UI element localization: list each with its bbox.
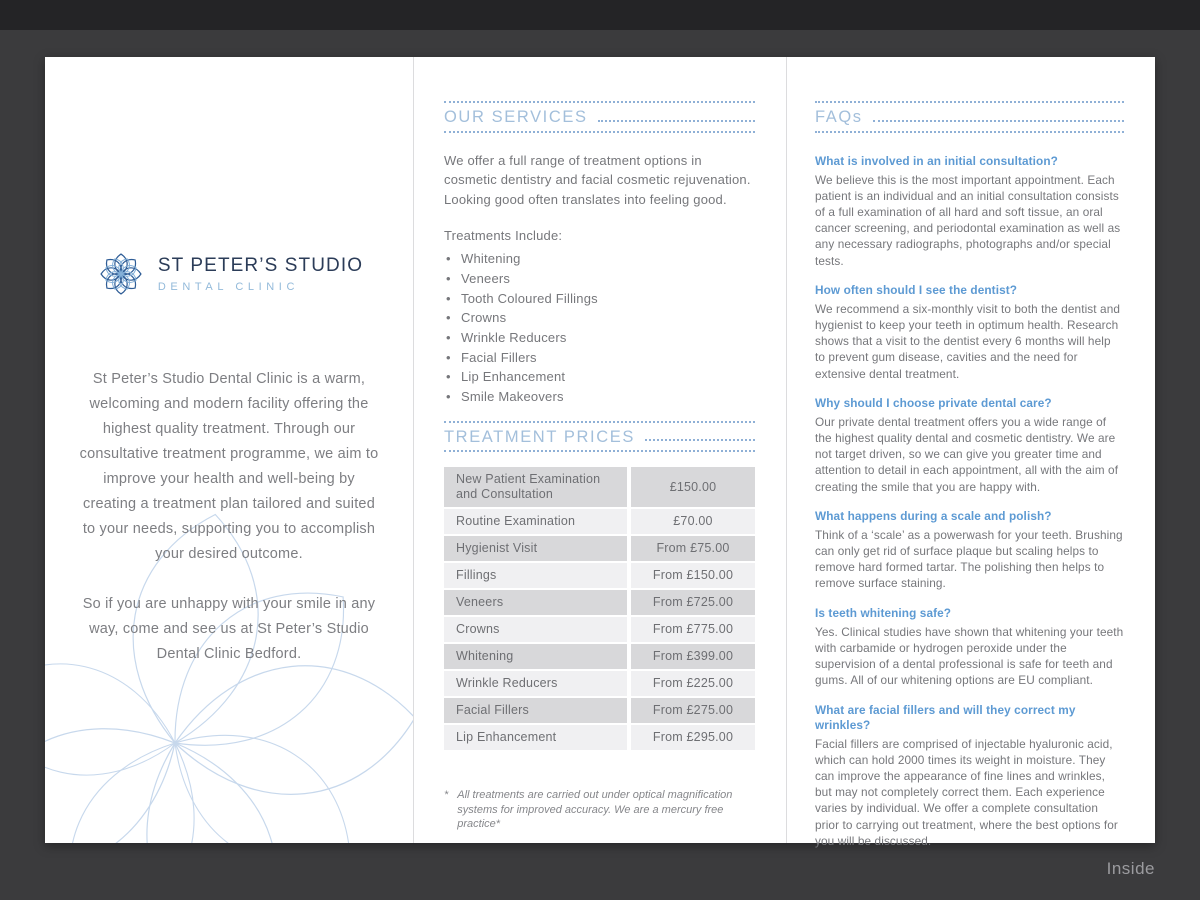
faq-answer: Facial fillers are comprised of injectable hyaluronic acid, which can hold 2000 times its weight in moisture. They can improve the appearance of fine lines and wrinkles, but may not completely correct them. Each experience varies by individual. We offer a complete consultation prior to carrying out treatment, where the best options for you will be discussed.	[815, 736, 1118, 848]
treatment-item: • Tooth Coloured Fillings	[444, 289, 755, 309]
faq-question: What happens during a scale and polish?	[815, 508, 1052, 523]
fold-label: Inside	[1106, 859, 1155, 878]
footnote-asterisk: *	[444, 789, 449, 802]
faq-answer: We believe this is the most important appointment. Each patient is an individual and an initial consultation consists of a full examination of all hard and soft tissue, an oral cancer screening, and periodontal examination as well as any necessary radiographs, photographs and/or special tests.	[815, 172, 1121, 268]
faqs-heading: FAQs	[815, 108, 863, 126]
price-value-cell: £70.00	[631, 509, 755, 534]
price-row	[444, 725, 755, 750]
faq-answer: Think of a ‘scale’ as a powerwash for your teeth. Brushing can only get rid of surface plaque but scaling helps to remove hard formed tartar. The polishing then helps to remove surface staining.	[815, 527, 1123, 591]
faq-question: What are facial fillers and will they correct my wrinkles?	[815, 702, 1076, 732]
faq-question: Why should I choose private dental care?	[815, 395, 1052, 410]
panel-faqs	[787, 57, 1155, 848]
faq-question: What is involved in an initial consultation?	[815, 153, 1058, 168]
intro-paragraph: St Peter’s Studio Dental Clinic is a warm, welcoming and modern facility offering the highest quality treatment. Through our consultative treatment programme, we aim to improve your health and well-being by creating a treatment plan tailored and suited to your needs, supporting you to accomplish your desired outcome.	[79, 371, 379, 562]
price-value-cell: From £150.00	[631, 563, 755, 588]
faq-question: How often should I see the dentist?	[815, 282, 1018, 297]
price-row	[444, 617, 755, 642]
price-value-cell: £150.00	[631, 467, 755, 507]
price-row	[444, 467, 755, 507]
price-treatment-cell: New Patient Examination and Consultation	[444, 467, 627, 507]
price-row	[444, 698, 755, 723]
price-row	[444, 590, 755, 615]
price-row	[444, 644, 755, 669]
faq-question: Is teeth whitening safe?	[815, 605, 952, 620]
treatment-item: • Facial Fillers	[444, 348, 755, 368]
treatment-item: • Lip Enhancement	[444, 367, 755, 387]
clinic-logo	[45, 248, 413, 300]
dotted-rule	[873, 120, 1124, 122]
treatment-item: • Veneers	[444, 269, 755, 289]
price-value-cell: From £225.00	[631, 671, 755, 696]
faq-answer: We recommend a six-monthly visit to both the dentist and hygienist to keep your teeth in optimum health. Research shows that a visit to the dentist every 6 months will help to prevent gum disease, cavities and the need for extensive dental treatment.	[815, 301, 1121, 381]
price-value-cell: From £275.00	[631, 698, 755, 723]
faq-answer: Yes. Clinical studies have shown that whitening your teeth with carbamide or hydrogen peroxide under the supervision of a dental professional is safe for teeth and gums. All of our whitening options are EU compliant.	[815, 624, 1124, 688]
faq-list	[815, 154, 1124, 849]
panel-intro	[45, 57, 414, 843]
price-value-cell: From £775.00	[631, 617, 755, 642]
price-treatment-cell: Fillings	[444, 563, 627, 588]
top-bar	[0, 0, 1200, 30]
treatment-item: • Smile Makeovers	[444, 387, 755, 407]
price-row	[444, 509, 755, 534]
treatments-label: Treatments Include:	[444, 228, 563, 244]
logo-title: ST PETER’S STUDIO	[157, 255, 364, 276]
price-value-cell: From £75.00	[631, 536, 755, 561]
logo-subtitle: DENTAL CLINIC	[157, 281, 299, 293]
footnote-text: All treatments are carried out under optical magnification systems for improved accuracy. We are a mercury free practice*	[457, 789, 733, 831]
price-treatment-cell: Crowns	[444, 617, 627, 642]
dotted-rule	[598, 120, 755, 122]
faq-answer: Our private dental treatment offers you a wide range of the highest quality dental and cosmetic dentistry. We are not target driven, so we can give you greater time and attention to detail in each appointment, all with the aim of creating the smile that you are happy with.	[815, 414, 1119, 494]
services-heading-block	[444, 101, 755, 133]
prices-heading-block	[444, 421, 755, 453]
treatment-item: • Wrinkle Reducers	[444, 328, 755, 348]
brochure-sheet	[45, 57, 1155, 848]
treatment-item: • Whitening	[444, 249, 755, 269]
dotted-rule	[645, 439, 755, 441]
services-intro: We offer a full range of treatment options in cosmetic dentistry and facial cosmetic rejuvenation. Looking good often translates into feeling good.	[444, 152, 751, 207]
logo-flower-icon	[95, 248, 147, 300]
price-treatment-cell: Wrinkle Reducers	[444, 671, 627, 696]
treatment-item: • Crowns	[444, 308, 755, 328]
price-row	[444, 563, 755, 588]
services-heading: OUR SERVICES	[444, 108, 588, 126]
price-treatment-cell: Hygienist Visit	[444, 536, 627, 561]
price-treatment-cell: Veneers	[444, 590, 627, 615]
price-table	[444, 467, 755, 750]
price-row	[444, 671, 755, 696]
price-value-cell: From £725.00	[631, 590, 755, 615]
price-treatment-cell: Whitening	[444, 644, 627, 669]
faqs-heading-block	[815, 101, 1124, 133]
price-value-cell: From £295.00	[631, 725, 755, 750]
price-row	[444, 536, 755, 561]
prices-heading: TREATMENT PRICES	[444, 427, 635, 446]
logo-text	[158, 255, 363, 293]
price-treatment-cell: Lip Enhancement	[444, 725, 627, 750]
price-treatment-cell: Facial Fillers	[444, 698, 627, 723]
price-footnote	[444, 788, 746, 832]
price-value-cell: From £399.00	[631, 644, 755, 669]
treatments-list	[444, 249, 755, 407]
closing-paragraph: So if you are unhappy with your smile in any way, come and see us at St Peter’s Studio Dental Clinic Bedford.	[82, 596, 376, 662]
panel-services	[414, 57, 787, 843]
price-treatment-cell: Routine Examination	[444, 509, 627, 534]
